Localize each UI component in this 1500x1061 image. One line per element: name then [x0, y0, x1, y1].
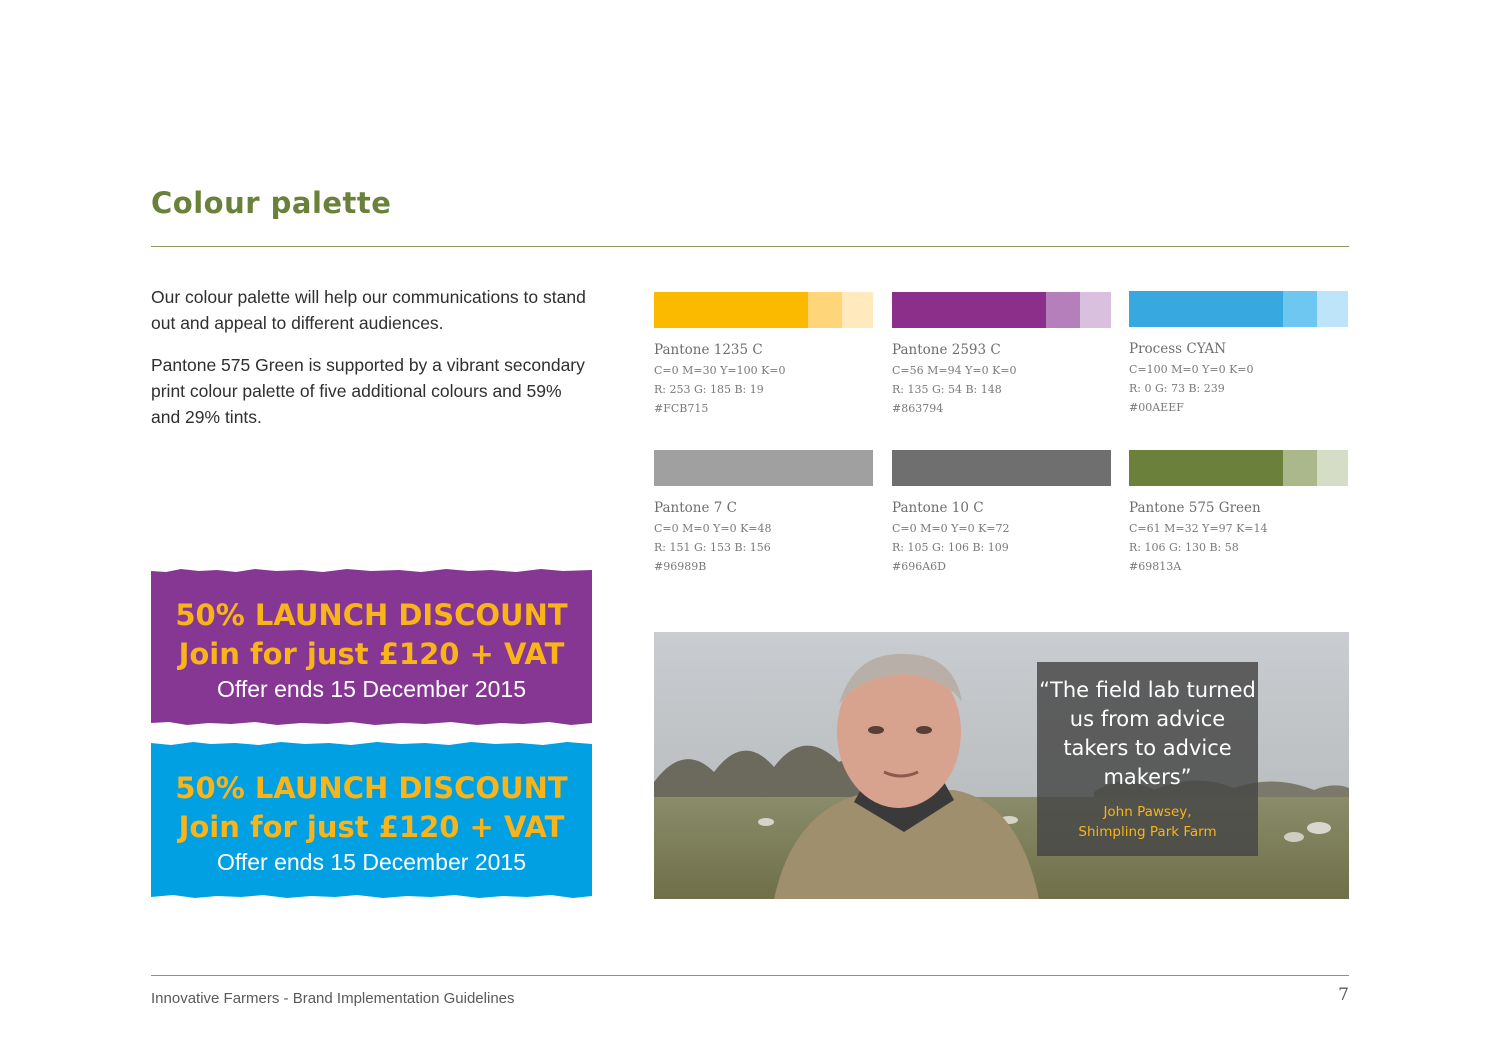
swatch-cmyk: C=56 M=94 Y=0 K=0: [892, 364, 1017, 377]
tint-59: [1046, 292, 1080, 328]
tint-59: [808, 292, 842, 328]
swatch-rgb: R: 105 G: 106 B: 109: [892, 541, 1009, 554]
swatch-rgb: R: 106 G: 130 B: 58: [1129, 541, 1239, 554]
tint-29: [842, 292, 873, 328]
testimonial-author: [1037, 802, 1258, 842]
swatch-pantone-2593c: [892, 292, 1111, 415]
title-divider: [151, 246, 1349, 247]
swatch-name: Process CYAN: [1129, 341, 1227, 357]
swatch-name: Pantone 10 C: [892, 500, 984, 516]
tint-59: [1283, 450, 1317, 486]
page-number: 7: [1338, 985, 1349, 1005]
author-farm: Shimpling Park Farm: [1078, 824, 1217, 840]
discount-banner-purple: [151, 572, 592, 722]
tint-29: [1317, 450, 1348, 486]
rough-edge-bottom: [151, 893, 592, 899]
colour-bar: [892, 450, 1111, 486]
swatch-hex: #69813A: [1129, 560, 1182, 573]
swatch-process-cyan: [1129, 291, 1348, 414]
swatch-name: Pantone 2593 C: [892, 342, 1001, 358]
swatch-hex: #96989B: [654, 560, 707, 573]
colour-bar: [654, 450, 873, 486]
rough-edge-top: [151, 568, 592, 574]
banner-headline: 50% LAUNCH DISCOUNT: [175, 771, 568, 805]
swatch-pantone-10c: [892, 450, 1111, 573]
banner-offer-date: Offer ends 15 December 2015: [217, 676, 526, 702]
swatch-hex: #696A6D: [892, 560, 946, 573]
swatch-cmyk: C=0 M=30 Y=100 K=0: [654, 364, 786, 377]
swatch-name: Pantone 1235 C: [654, 342, 763, 358]
banner-price: Join for just £120 + VAT: [178, 637, 565, 671]
testimonial-photo: [654, 632, 1349, 899]
testimonial-quote: “The field lab turned us from advice takers to advice makers”: [1039, 678, 1256, 789]
tint-29: [1080, 292, 1111, 328]
swatch-cmyk: C=61 M=32 Y=97 K=14: [1129, 522, 1268, 535]
colour-100: [1129, 291, 1283, 327]
swatch-rgb: R: 253 G: 185 B: 19: [654, 383, 764, 396]
tint-29: [1317, 291, 1348, 327]
swatch-cmyk: C=0 M=0 Y=0 K=72: [892, 522, 1010, 535]
swatch-pantone-7c: [654, 450, 873, 573]
colour-100: [892, 292, 1046, 328]
intro-text: [151, 284, 591, 446]
colour-100: [654, 292, 808, 328]
rough-edge-bottom: [151, 720, 592, 726]
banner-offer-date: Offer ends 15 December 2015: [217, 849, 526, 875]
rough-edge-top: [151, 741, 592, 747]
tint-59: [1283, 291, 1317, 327]
page-title: Colour palette: [151, 186, 392, 220]
banner-headline: 50% LAUNCH DISCOUNT: [175, 598, 568, 632]
swatch-pantone-575-green: [1129, 450, 1348, 573]
colour-bar: [1129, 291, 1348, 327]
swatch-cmyk: C=0 M=0 Y=0 K=48: [654, 522, 772, 535]
swatch-name: Pantone 575 Green: [1129, 500, 1261, 516]
author-name: John Pawsey,: [1103, 804, 1192, 820]
intro-paragraph: Pantone 575 Green is supported by a vibrant secondary print colour palette of five additional colours and 59% and 29% tints.: [151, 355, 585, 427]
footer-divider: [151, 975, 1349, 976]
swatch-rgb: R: 135 G: 54 B: 148: [892, 383, 1002, 396]
swatch-hex: #00AEEF: [1129, 401, 1184, 414]
swatch-cmyk: C=100 M=0 Y=0 K=0: [1129, 363, 1254, 376]
banner-price: Join for just £120 + VAT: [178, 810, 565, 844]
colour-100: [892, 450, 1111, 486]
swatch-pantone-1235c: [654, 292, 873, 415]
colour-bar: [654, 292, 873, 328]
footer-document-title: Innovative Farmers - Brand Implementation Guidelines: [151, 990, 515, 1007]
quote-box: [1037, 662, 1258, 856]
swatch-name: Pantone 7 C: [654, 500, 737, 516]
colour-100: [1129, 450, 1283, 486]
discount-banner-cyan: [151, 745, 592, 895]
swatch-rgb: R: 151 G: 153 B: 156: [654, 541, 771, 554]
swatch-rgb: R: 0 G: 73 B: 239: [1129, 382, 1225, 395]
swatch-hex: #FCB715: [654, 402, 709, 415]
intro-paragraph: Our colour palette will help our communications to stand out and appeal to different audiences.: [151, 287, 586, 333]
swatch-hex: #863794: [892, 402, 944, 415]
colour-bar: [892, 292, 1111, 328]
colour-bar: [1129, 450, 1348, 486]
colour-100: [654, 450, 873, 486]
